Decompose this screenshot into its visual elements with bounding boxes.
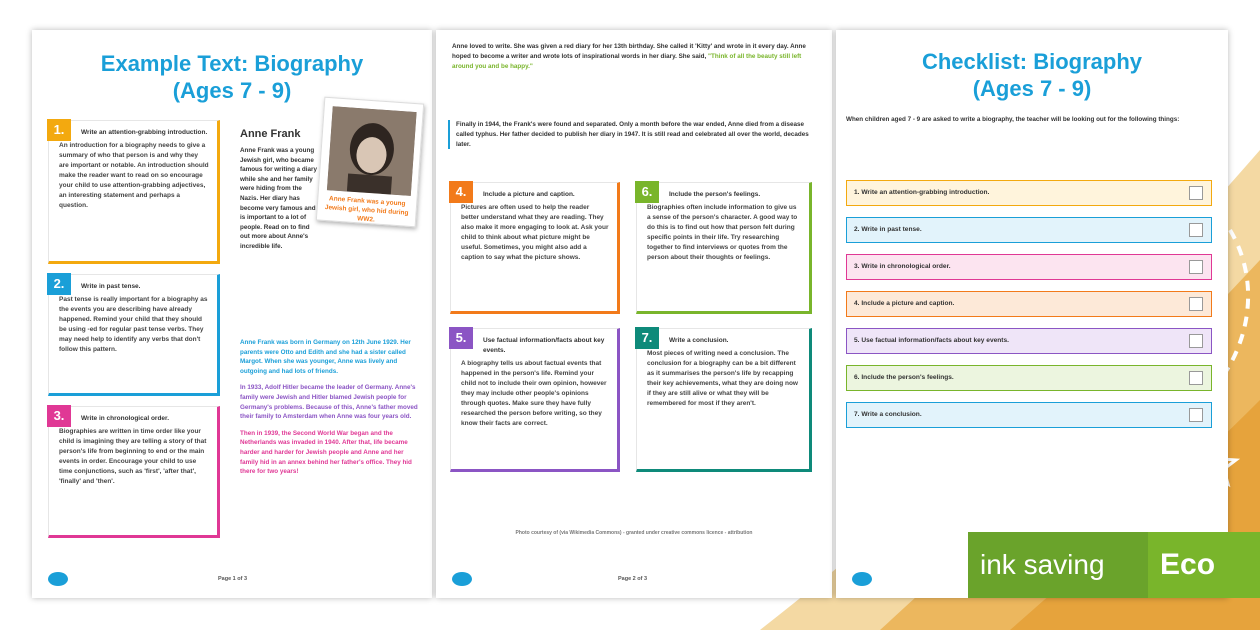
tip-number: 7. [635,327,659,349]
checkbox[interactable] [1189,408,1203,422]
tip-number: 5. [449,327,473,349]
checklist-item [846,180,1212,206]
checklist-item-label: 4. Include a picture and caption. [854,300,955,307]
twinkl-logo-icon [452,572,472,586]
tip-body: A biography tells us about factual events that happened in the person's life. Remind your child not to include their own opinion, however they may include other people's opinions through quotes. Make sure they have fully researched the person before writing, so they know their facts are correct. [461,360,607,427]
person-heading: Anne Frank [240,128,301,140]
photo-caption: Anne Frank was a young Jewish girl, who hid during WW2. [324,195,409,224]
final-paragraph: Finally in 1944, the Frank's were found and separated. Only a month before the war ended, Anne died from a disease called typhus. Her father decided to publish her diary in 1947. It is still read and celebrated all over the world, decades later. [448,120,818,149]
tip-box-6 [636,182,812,314]
twinkl-logo-icon [852,572,872,586]
tip-number: 2. [47,273,71,295]
page-2 [436,30,832,598]
tip-lead: Write a conclusion. [669,337,729,344]
story-paragraphs: Anne Frank was born in Germany on 12th June 1929. Her parents were Otto and Edith and she had a sister called Margot. When she was younger, Anne was lively and outgoing and had lots of friends. In 1933, Adolf Hitler became the leader of Germany. Anne's family were Jewish and Hitler blamed Jewish people for Germany's problems. Because of this, Anne's father moved their family to Amsterdam when Anne was four years old. Then in 1939, the Second World War began and the Netherlands was invaded in 1940. After that, life became harder and harder for Jewish people and Anne and her family hid in an annex behind her father's office. They hid there for two years! [240,339,418,476]
checklist-item [846,217,1212,243]
page-3 [836,30,1228,598]
tip-lead: Include a picture and caption. [483,191,575,198]
tip-lead: Include the person's feelings. [669,191,761,198]
tip-body: Most pieces of writing need a conclusion. The conclusion for a biography can be a bit different as it summarises the person's life by recapping their key achievements, what they are doing now if they are still alive or what they will be remembered for most if they aren't. [647,350,798,407]
tip-box-1 [48,120,220,264]
tip-box-2 [48,274,220,396]
page-number: Page 1 of 3 [218,576,248,582]
diary-quote: "Think of all the beauty still left around you and be happy." [452,52,802,70]
checklist-intro: When children aged 7 - 9 are asked to write a biography, the teacher will be looking out for the following things: [846,116,1180,123]
tip-body: Past tense is really important for a biography as the events you are describing have already happened. Remind your child that they should be using -ed for regular past tense verbs. They may need help to identify any verbs that don't follow this pattern. [59,296,208,353]
diary-paragraph: Anne loved to write. She was given a red diary for her 13th birthday. She called it 'Kitty' and wrote in it every day. Anne hoped to become a writer and wrote lots of inspirational words in her diary. She said, "Think of all the beauty still left around you and be happy." [452,43,806,70]
ink-saving-eco-badge [968,532,1260,598]
checklist-item [846,291,1212,317]
tip-number: 4. [449,181,473,203]
checkbox[interactable] [1189,334,1203,348]
tip-box-3 [48,406,220,538]
story-paragraph-1: Anne Frank was a young Jewish girl, who became famous for writing a diary while she and her family were hiding from the Nazis. Her diary has become very famous and is important to a lot of people. Read on to find out more about Anne's incredible life. [240,147,317,250]
checklist-item-label: 3. Write in chronological order. [854,263,951,270]
checklist-item-label: 6. Include the person's feelings. [854,374,954,381]
checklist-item-label: 2. Write in past tense. [854,226,922,233]
checklist-item-label: 5. Use factual information/facts about key events. [854,337,1009,344]
portrait-illustration [327,106,417,196]
checklist-item-label: 1. Write an attention-grabbing introduction. [854,189,990,196]
checklist-item [846,402,1212,428]
tip-number: 3. [47,405,71,427]
checkbox[interactable] [1189,186,1203,200]
checkbox[interactable] [1189,297,1203,311]
page-2-footer [436,568,832,598]
eco-tag: Eco [1148,532,1260,598]
tip-body: An introduction for a biography needs to give a summary of who that person is and why they are important or notable. An introduction should make the reader want to read on so encourage your child to use attention-grabbing adjectives, an interesting statement and perhaps a question. [59,142,209,209]
page-1-footer [32,568,432,598]
checkbox[interactable] [1189,371,1203,385]
tip-lead: Write an attention-grabbing introduction. [81,129,208,136]
tip-body: Biographies are written in time order like your child is imagining they are telling a story of that person's life from beginning to end or the main events in order. Encourage your child to use time conjunctions, such as 'first', 'after that', 'finally' and 'then'. [59,428,207,485]
checkbox[interactable] [1189,260,1203,274]
portrait-image [327,106,417,196]
checkbox[interactable] [1189,223,1203,237]
portrait-photo [316,97,424,228]
tip-lead: Write in chronological order. [81,415,170,422]
tip-box-5 [450,328,620,472]
page-number: Page 2 of 3 [618,576,648,582]
page-1 [32,30,432,598]
twinkl-logo-icon [48,572,68,586]
tip-box-4 [450,182,620,314]
photo-credit: Photo courtesy of (via Wikimedia Commons) - granted under creative commons licence - attribution [515,530,753,536]
checklist-item-label: 7. Write a conclusion. [854,411,922,418]
tip-body: Pictures are often used to help the reader better understand what they are reading. They also make it more engaging to look at. Ask your child to think about what picture might be useful. Sometimes, you might also add a caption to say what the picture shows. [461,204,609,261]
tip-number: 6. [635,181,659,203]
tip-body: Biographies often include information to give us a sense of the person's character. A good way to do this is to find out how that person felt during specific points in their life. Try researching together to find interviews or quotes from the person about their thoughts or feelings. [647,204,798,261]
tip-box-7 [636,328,812,472]
page-3-title: Checklist: Biography (Ages 7 - 9) [921,49,1143,101]
checklist-item [846,328,1212,354]
checklist-item [846,254,1212,280]
checklist-item [846,365,1212,391]
tip-lead: Use factual information/facts about key events. [483,337,605,354]
ink-saving-label: ink saving [968,532,1148,598]
page-1-title: Example Text: Biography (Ages 7 - 9) [100,51,364,103]
tip-lead: Write in past tense. [81,283,141,290]
tip-number: 1. [47,119,71,141]
